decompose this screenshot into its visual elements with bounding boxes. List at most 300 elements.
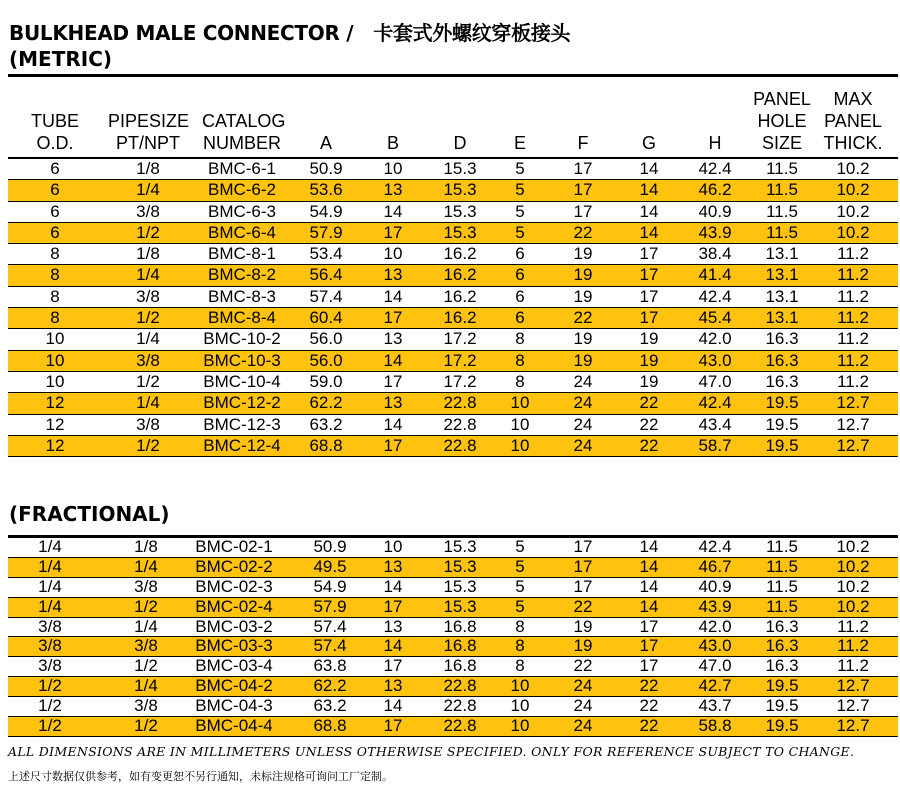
table-row (8, 372, 898, 393)
cell-dim-b: 17 (383, 435, 403, 455)
cell-dim-d: 16.8 (443, 656, 477, 676)
table-row (8, 265, 898, 286)
cell-dim-g: 17 (639, 656, 659, 676)
cell-dim-d: 15.3 (443, 537, 477, 556)
cell-dim-a: 54.9 (313, 576, 347, 596)
cell-catalog-number: BMC-10-2 (203, 329, 281, 349)
cell-dim-d: 17.2 (443, 371, 477, 391)
cell-catalog-number: BMC-6-1 (207, 159, 276, 178)
cell-dim-h: 58.7 (698, 435, 732, 455)
cell-dim-d: 15.3 (443, 180, 477, 200)
cell-dim-f: 17 (573, 576, 593, 596)
cell-max-panel-thick: 12.7 (836, 435, 870, 455)
cell-dim-d: 15.3 (443, 159, 477, 178)
table-row (8, 697, 898, 717)
cell-panel-hole-size: 16.3 (765, 329, 799, 349)
header-line: H (708, 133, 722, 153)
cell-dim-f: 24 (573, 414, 593, 434)
cell-dim-b: 14 (383, 201, 403, 221)
cell-pipe-size: 1/2 (134, 656, 158, 676)
cell-dim-f: 22 (573, 222, 593, 242)
cell-dim-e: 6 (515, 265, 525, 285)
cell-dim-e: 5 (515, 576, 525, 596)
cell-dim-b: 17 (383, 596, 403, 616)
table-row (8, 717, 898, 737)
cell-tube-od: 10 (45, 329, 65, 349)
cell-tube-od: 3/8 (38, 656, 62, 676)
cell-panel-hole-size: 11.5 (766, 159, 798, 178)
cell-dim-b: 14 (383, 414, 403, 434)
cell-panel-hole-size: 13.1 (765, 244, 799, 264)
table-row (8, 677, 898, 697)
cell-dim-e: 8 (515, 656, 525, 676)
header-line: A (319, 133, 332, 153)
title-chinese: 卡套式外螺纹穿板接头 (373, 21, 571, 45)
cell-panel-hole-size: 19.5 (765, 696, 799, 716)
cell-max-panel-thick: 10.2 (836, 556, 870, 576)
table-row (8, 180, 898, 201)
cell-catalog-number: BMC-8-3 (207, 286, 276, 306)
dimension-note-chinese: 上述尺寸数据仅供参考，如有变更恕不另行通知，未标注规格可询问工厂定制。 (8, 771, 393, 783)
cell-pipe-size: 1/2 (136, 435, 160, 455)
cell-catalog-number: BMC-04-4 (195, 716, 273, 736)
cell-dim-a: 63.2 (309, 414, 343, 434)
cell-max-panel-thick: 11.2 (837, 371, 869, 391)
cell-dim-e: 10 (510, 716, 530, 736)
cell-dim-d: 22.8 (443, 676, 477, 696)
cell-dim-h: 47.0 (698, 656, 732, 676)
cell-dim-g: 22 (639, 696, 659, 716)
table-row (8, 287, 898, 308)
cell-catalog-number: BMC-03-2 (195, 616, 273, 636)
cell-max-panel-thick: 11.2 (837, 308, 869, 328)
header-line: E (513, 133, 526, 153)
cell-dim-a: 62.2 (313, 676, 347, 696)
cell-catalog-number: BMC-6-2 (207, 180, 276, 200)
cell-max-panel-thick: 12.7 (836, 676, 870, 696)
page-title (9, 22, 570, 44)
cell-dim-e: 10 (510, 676, 530, 696)
cell-dim-d: 15.3 (443, 201, 477, 221)
cell-dim-a: 56.4 (309, 265, 343, 285)
cell-tube-od: 8 (50, 244, 60, 264)
cell-dim-a: 57.9 (313, 596, 347, 616)
cell-pipe-size: 1/2 (134, 716, 158, 736)
title-divider (8, 74, 898, 77)
cell-dim-e: 5 (515, 159, 525, 178)
cell-catalog-number: BMC-8-2 (207, 265, 276, 285)
cell-dim-b: 17 (383, 308, 403, 328)
table-row (8, 202, 898, 223)
cell-panel-hole-size: 19.5 (765, 676, 799, 696)
cell-dim-g: 19 (639, 329, 659, 349)
cell-max-panel-thick: 10.2 (836, 159, 870, 178)
cell-dim-g: 22 (639, 716, 659, 736)
table-row (8, 657, 898, 677)
cell-pipe-size: 1/4 (134, 616, 158, 636)
cell-dim-f: 24 (573, 393, 593, 413)
cell-tube-od: 3/8 (38, 636, 62, 656)
cell-dim-f: 19 (573, 350, 593, 370)
cell-dim-h: 42.4 (698, 393, 732, 413)
cell-catalog-number: BMC-02-4 (195, 596, 273, 616)
cell-dim-a: 50.9 (309, 159, 343, 178)
cell-max-panel-thick: 11.2 (837, 286, 869, 306)
cell-pipe-size: 1/4 (136, 265, 160, 285)
header-max-panel-thick (813, 88, 893, 154)
cell-dim-f: 22 (573, 596, 593, 616)
cell-tube-od: 8 (50, 308, 60, 328)
cell-dim-e: 5 (515, 596, 525, 616)
table-row (8, 538, 898, 558)
cell-max-panel-thick: 10.2 (836, 576, 870, 596)
cell-panel-hole-size: 11.5 (766, 180, 798, 200)
cell-dim-a: 57.4 (309, 286, 343, 306)
cell-max-panel-thick: 11.2 (837, 350, 869, 370)
cell-panel-hole-size: 11.5 (766, 537, 798, 556)
cell-dim-e: 8 (515, 616, 525, 636)
cell-pipe-size: 3/8 (134, 636, 158, 656)
header-line: F (577, 133, 589, 153)
table-row (8, 159, 898, 180)
cell-dim-f: 19 (573, 329, 593, 349)
header-line: NUMBER (202, 133, 281, 153)
cell-dim-d: 22.8 (443, 716, 477, 736)
cell-dim-d: 22.8 (443, 435, 477, 455)
cell-dim-h: 42.0 (698, 329, 732, 349)
cell-dim-f: 24 (573, 371, 593, 391)
cell-dim-d: 16.2 (443, 265, 477, 285)
cell-dim-d: 16.8 (443, 636, 477, 656)
cell-pipe-size: 3/8 (136, 414, 160, 434)
cell-dim-h: 46.2 (698, 180, 732, 200)
cell-dim-f: 17 (573, 180, 593, 200)
cell-catalog-number: BMC-02-3 (195, 576, 273, 596)
cell-dim-a: 62.2 (309, 393, 343, 413)
cell-tube-od: 10 (45, 371, 65, 391)
cell-dim-e: 6 (515, 308, 525, 328)
cell-dim-a: 60.4 (309, 308, 343, 328)
cell-dim-a: 59.0 (309, 371, 343, 391)
cell-dim-f: 22 (573, 656, 593, 676)
cell-catalog-number: BMC-10-3 (203, 350, 281, 370)
cell-max-panel-thick: 12.7 (836, 696, 870, 716)
cell-catalog-number: BMC-8-4 (207, 308, 276, 328)
cell-max-panel-thick: 11.2 (837, 265, 869, 285)
cell-max-panel-thick: 10.2 (836, 222, 870, 242)
header-pipe-size (108, 110, 188, 154)
cell-dim-d: 16.8 (443, 616, 477, 636)
dimension-note-english: ALL DIMENSIONS ARE IN MILLIMETERS UNLESS OTHERWISE SPECIFIED. ONLY FOR REFERENCE SUBJECT TO CHANGE. (8, 744, 855, 759)
cell-panel-hole-size: 19.5 (765, 716, 799, 736)
cell-catalog-number: BMC-04-3 (195, 696, 273, 716)
cell-dim-f: 19 (573, 286, 593, 306)
cell-panel-hole-size: 13.1 (765, 265, 799, 285)
cell-pipe-size: 1/4 (136, 329, 160, 349)
cell-pipe-size: 1/2 (136, 308, 160, 328)
cell-dim-h: 41.4 (698, 265, 732, 285)
table-row (8, 558, 898, 578)
cell-dim-g: 22 (639, 435, 659, 455)
cell-tube-od: 10 (45, 350, 65, 370)
cell-max-panel-thick: 11.2 (837, 636, 869, 656)
cell-catalog-number: BMC-12-2 (203, 393, 281, 413)
cell-dim-g: 14 (639, 596, 659, 616)
cell-catalog-number: BMC-03-3 (195, 636, 273, 656)
metric-table (8, 159, 898, 457)
cell-dim-b: 14 (383, 350, 403, 370)
cell-dim-f: 19 (573, 616, 593, 636)
cell-tube-od: 6 (50, 180, 60, 200)
cell-dim-h: 43.9 (698, 222, 732, 242)
cell-max-panel-thick: 10.2 (836, 201, 870, 221)
cell-tube-od: 1/4 (38, 596, 62, 616)
cell-dim-a: 53.4 (309, 244, 343, 264)
header-line: CATALOG (202, 111, 286, 131)
cell-dim-f: 17 (573, 159, 593, 178)
cell-dim-h: 47.0 (698, 371, 732, 391)
cell-dim-b: 17 (383, 716, 403, 736)
fractional-table (8, 538, 898, 737)
cell-dim-g: 14 (639, 556, 659, 576)
cell-dim-e: 5 (515, 556, 525, 576)
cell-catalog-number: BMC-10-4 (203, 371, 281, 391)
cell-max-panel-thick: 11.2 (837, 616, 869, 636)
cell-pipe-size: 3/8 (136, 350, 160, 370)
cell-dim-d: 22.8 (443, 414, 477, 434)
cell-dim-d: 17.2 (443, 350, 477, 370)
title-english: BULKHEAD MALE CONNECTOR / (9, 21, 354, 45)
cell-dim-h: 43.7 (698, 696, 732, 716)
cell-tube-od: 1/2 (38, 696, 62, 716)
cell-dim-b: 13 (383, 329, 403, 349)
header-line: THICK. (823, 133, 883, 153)
cell-dim-d: 16.2 (443, 308, 477, 328)
cell-dim-e: 5 (515, 180, 525, 200)
header-tube-od (15, 110, 95, 154)
cell-dim-b: 10 (383, 244, 403, 264)
cell-catalog-number: BMC-03-4 (195, 656, 273, 676)
table-row (8, 393, 898, 414)
cell-tube-od: 3/8 (38, 616, 62, 636)
cell-dim-g: 17 (639, 636, 659, 656)
cell-dim-a: 68.8 (313, 716, 347, 736)
fractional-section-title: (FRACTIONAL) (9, 502, 170, 526)
cell-dim-b: 14 (383, 696, 403, 716)
header-line: D (453, 133, 467, 153)
cell-dim-a: 57.4 (313, 636, 347, 656)
cell-panel-hole-size: 11.5 (766, 222, 798, 242)
cell-pipe-size: 1/8 (134, 537, 158, 556)
cell-dim-h: 42.4 (698, 159, 732, 178)
cell-dim-g: 17 (639, 616, 659, 636)
cell-pipe-size: 3/8 (136, 201, 160, 221)
cell-panel-hole-size: 11.5 (766, 576, 798, 596)
table-row (8, 436, 898, 457)
cell-max-panel-thick: 10.2 (836, 537, 870, 556)
cell-dim-e: 8 (515, 350, 525, 370)
table-row (8, 618, 898, 638)
header-line: B (386, 133, 399, 153)
cell-pipe-size: 1/8 (136, 159, 160, 178)
cell-catalog-number: BMC-04-2 (195, 676, 273, 696)
cell-dim-d: 15.3 (443, 222, 477, 242)
cell-panel-hole-size: 16.3 (765, 656, 799, 676)
cell-dim-b: 10 (383, 159, 403, 178)
cell-dim-b: 17 (383, 222, 403, 242)
cell-tube-od: 12 (45, 414, 65, 434)
cell-dim-a: 50.9 (313, 537, 347, 556)
header-line: MAX (833, 89, 873, 109)
cell-dim-g: 17 (639, 286, 659, 306)
cell-dim-g: 22 (639, 393, 659, 413)
cell-max-panel-thick: 10.2 (836, 596, 870, 616)
cell-dim-f: 19 (573, 636, 593, 656)
cell-pipe-size: 1/4 (134, 556, 158, 576)
cell-dim-g: 17 (639, 244, 659, 264)
header-line: G (641, 133, 656, 153)
cell-dim-b: 14 (383, 286, 403, 306)
cell-dim-e: 10 (510, 696, 530, 716)
header-line: TUBE (30, 111, 79, 131)
cell-panel-hole-size: 11.5 (766, 556, 798, 576)
cell-dim-b: 14 (383, 576, 403, 596)
table-header (8, 79, 898, 157)
cell-dim-h: 46.7 (698, 556, 732, 576)
cell-dim-h: 42.4 (698, 537, 732, 556)
cell-panel-hole-size: 16.3 (765, 350, 799, 370)
cell-panel-hole-size: 11.5 (766, 201, 798, 221)
cell-dim-b: 17 (383, 656, 403, 676)
cell-dim-d: 15.3 (443, 596, 477, 616)
cell-pipe-size: 1/4 (136, 393, 160, 413)
cell-dim-f: 24 (573, 696, 593, 716)
table-row (8, 598, 898, 618)
cell-dim-f: 22 (573, 308, 593, 328)
cell-panel-hole-size: 13.1 (765, 308, 799, 328)
cell-dim-e: 8 (515, 636, 525, 656)
header-line: HOLE (757, 111, 807, 131)
cell-dim-e: 8 (515, 329, 525, 349)
cell-dim-e: 6 (515, 244, 525, 264)
cell-dim-a: 53.6 (309, 180, 343, 200)
cell-pipe-size: 1/2 (134, 596, 158, 616)
cell-tube-od: 12 (45, 435, 65, 455)
header-catalog-number (202, 110, 286, 154)
cell-dim-b: 13 (383, 676, 403, 696)
table-row (8, 415, 898, 436)
cell-max-panel-thick: 11.2 (837, 656, 869, 676)
cell-dim-g: 14 (639, 159, 659, 178)
cell-dim-g: 22 (639, 414, 659, 434)
cell-dim-f: 24 (573, 676, 593, 696)
cell-dim-a: 56.0 (309, 350, 343, 370)
header-line: PIPESIZE (108, 111, 190, 131)
cell-max-panel-thick: 12.7 (836, 393, 870, 413)
cell-tube-od: 8 (50, 286, 60, 306)
cell-pipe-size: 3/8 (134, 576, 158, 596)
cell-panel-hole-size: 13.1 (765, 286, 799, 306)
cell-panel-hole-size: 19.5 (765, 393, 799, 413)
cell-dim-f: 17 (573, 201, 593, 221)
cell-catalog-number: BMC-12-4 (203, 435, 281, 455)
cell-dim-a: 57.4 (313, 616, 347, 636)
cell-dim-h: 58.8 (698, 716, 732, 736)
cell-dim-a: 68.8 (309, 435, 343, 455)
cell-panel-hole-size: 16.3 (765, 636, 799, 656)
cell-tube-od: 1/2 (38, 676, 62, 696)
cell-dim-a: 56.0 (309, 329, 343, 349)
cell-catalog-number: BMC-6-4 (207, 222, 276, 242)
cell-dim-h: 42.0 (698, 616, 732, 636)
cell-catalog-number: BMC-6-3 (207, 201, 276, 221)
cell-dim-f: 24 (573, 435, 593, 455)
cell-tube-od: 1/4 (38, 576, 62, 596)
cell-dim-g: 17 (639, 265, 659, 285)
cell-dim-g: 17 (639, 308, 659, 328)
cell-tube-od: 12 (45, 393, 65, 413)
cell-dim-h: 45.4 (698, 308, 732, 328)
cell-dim-h: 38.4 (698, 244, 732, 264)
cell-tube-od: 1/4 (38, 537, 62, 556)
cell-dim-b: 13 (383, 265, 403, 285)
cell-catalog-number: BMC-12-3 (203, 414, 281, 434)
cell-dim-f: 17 (573, 537, 593, 556)
cell-dim-e: 5 (515, 222, 525, 242)
cell-dim-g: 14 (639, 180, 659, 200)
cell-dim-d: 16.2 (443, 286, 477, 306)
cell-dim-g: 19 (639, 350, 659, 370)
cell-max-panel-thick: 12.7 (836, 716, 870, 736)
cell-dim-b: 13 (383, 180, 403, 200)
cell-dim-d: 15.3 (443, 556, 477, 576)
cell-dim-a: 63.8 (313, 656, 347, 676)
cell-pipe-size: 1/8 (136, 244, 160, 264)
cell-dim-a: 57.9 (309, 222, 343, 242)
cell-dim-h: 43.0 (698, 636, 732, 656)
metric-section-title: (METRIC) (9, 47, 113, 71)
cell-catalog-number: BMC-02-1 (195, 537, 273, 556)
cell-pipe-size: 1/4 (136, 180, 160, 200)
cell-dim-g: 19 (639, 371, 659, 391)
cell-dim-d: 22.8 (443, 696, 477, 716)
cell-pipe-size: 1/4 (134, 676, 158, 696)
cell-pipe-size: 3/8 (136, 286, 160, 306)
header-line: O.D. (36, 133, 74, 153)
cell-dim-b: 10 (383, 537, 403, 556)
cell-dim-d: 17.2 (443, 329, 477, 349)
cell-dim-d: 22.8 (443, 393, 477, 413)
cell-dim-b: 13 (383, 616, 403, 636)
cell-catalog-number: BMC-8-1 (207, 244, 276, 264)
cell-dim-h: 40.9 (698, 201, 732, 221)
cell-dim-b: 13 (383, 556, 403, 576)
cell-max-panel-thick: 11.2 (837, 329, 869, 349)
cell-dim-b: 14 (383, 636, 403, 656)
cell-tube-od: 1/4 (38, 556, 62, 576)
cell-catalog-number: BMC-02-2 (195, 556, 273, 576)
cell-tube-od: 8 (50, 265, 60, 285)
cell-max-panel-thick: 12.7 (836, 414, 870, 434)
cell-max-panel-thick: 11.2 (837, 244, 869, 264)
cell-dim-e: 10 (510, 435, 530, 455)
cell-dim-a: 49.5 (313, 556, 347, 576)
cell-dim-g: 14 (639, 537, 659, 556)
cell-tube-od: 6 (50, 201, 60, 221)
cell-dim-g: 14 (639, 201, 659, 221)
cell-max-panel-thick: 10.2 (836, 180, 870, 200)
cell-dim-a: 63.2 (313, 696, 347, 716)
